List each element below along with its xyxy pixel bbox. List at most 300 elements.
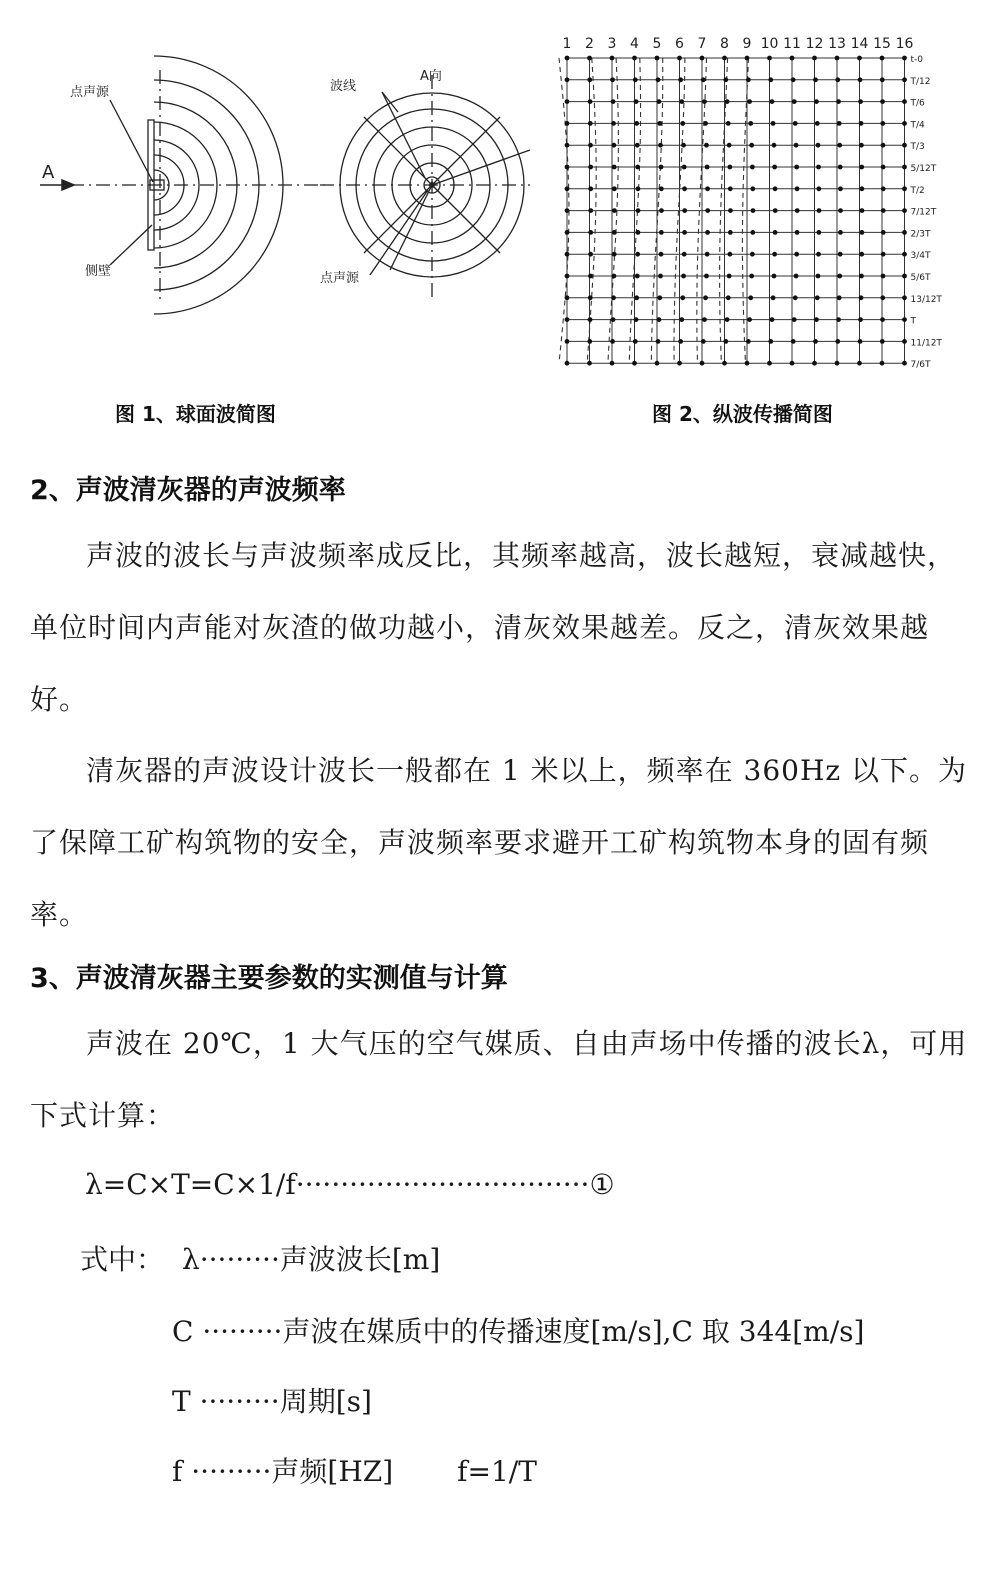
longitudinal-wave-grid	[555, 30, 945, 390]
particle-dot	[565, 252, 570, 257]
particle-dot	[880, 361, 885, 366]
particle-dot	[705, 186, 710, 191]
particle-dot	[727, 165, 732, 170]
particle-dot	[702, 99, 707, 104]
particle-dot	[859, 252, 864, 257]
particle-dot	[881, 208, 886, 213]
particle-dot	[681, 143, 686, 148]
particle-dot	[634, 295, 639, 300]
particle-dot	[745, 361, 750, 366]
figure-2-caption: 图 2、纵波传播简图	[652, 402, 833, 426]
particle-dot	[813, 339, 818, 344]
particle-dot	[682, 252, 687, 257]
particle-dot	[773, 208, 778, 213]
def-c	[172, 1310, 864, 1350]
particle-dot	[612, 252, 617, 257]
particle-dot	[750, 165, 755, 170]
particle-dot	[812, 56, 817, 61]
particle-dot	[750, 230, 755, 235]
particle-dot	[565, 361, 570, 366]
row-time-label: 5/12T	[910, 164, 937, 174]
particle-dot	[682, 230, 687, 235]
particle-dot	[859, 186, 864, 191]
column-number: 10	[760, 36, 779, 52]
particle-dot	[817, 208, 822, 213]
particle-dot	[657, 99, 662, 104]
particle-dot	[794, 274, 799, 279]
particle-dot	[859, 143, 864, 148]
particle-dot	[747, 317, 752, 322]
particle-dot	[677, 56, 682, 61]
particle-dot	[902, 121, 907, 126]
particle-dot	[749, 274, 754, 279]
where-label: 式中：	[80, 1243, 165, 1276]
particle-dot	[857, 56, 862, 61]
particle-dot	[565, 317, 570, 322]
particle-dot	[746, 77, 751, 82]
column-number: 5	[652, 36, 662, 52]
particle-dot	[902, 252, 907, 257]
def-f	[172, 1450, 537, 1490]
particle-dot	[767, 361, 772, 366]
particle-dot	[680, 295, 685, 300]
particle-dot	[902, 208, 907, 213]
point-source-label-right: 点声源	[320, 271, 360, 286]
particle-dot	[588, 317, 593, 322]
particle-dot	[636, 230, 641, 235]
wave-line-label: 波线	[330, 79, 357, 94]
particle-dot	[682, 186, 687, 191]
particle-dot	[588, 252, 593, 257]
particle-dot	[681, 274, 686, 279]
particle-dot	[704, 274, 709, 279]
def-extra: f=1/T	[457, 1455, 537, 1488]
section-3-heading: 3、声波清灰器主要参数的实测值与计算	[30, 963, 508, 994]
particle-dot	[767, 56, 772, 61]
row-time-label: 13/12T	[910, 294, 942, 305]
particle-dot	[902, 339, 907, 344]
def-dots: ·········	[199, 1243, 280, 1276]
particle-dot	[751, 208, 756, 213]
def-dots: ·········	[199, 1385, 280, 1418]
section-3-paragraph-1: 声波在 20℃，1 大气压的空气媒质、自由声场中传播的波长λ，可用下式计算：	[30, 1027, 968, 1132]
particle-dot	[860, 208, 865, 213]
particle-dot	[838, 208, 843, 213]
particle-dot	[588, 230, 593, 235]
particle-dot	[838, 230, 843, 235]
particle-dot	[612, 165, 617, 170]
arrow-a-label: A	[42, 162, 55, 183]
particle-dot	[588, 295, 593, 300]
row-time-label: 7/12T	[910, 207, 937, 218]
particle-dot	[610, 361, 615, 366]
particle-dot	[791, 77, 796, 82]
particle-dot	[610, 339, 615, 344]
particle-dot	[745, 56, 750, 61]
def-dots: ·········	[202, 1315, 283, 1348]
particle-dot	[612, 274, 617, 279]
particle-dot	[813, 77, 818, 82]
particle-dot	[705, 208, 710, 213]
particle-dot	[726, 295, 731, 300]
particle-dot	[587, 339, 592, 344]
particle-dot	[659, 230, 664, 235]
particle-dot	[791, 339, 796, 344]
row-time-label: T/3	[910, 142, 925, 153]
side-wall-label: 侧壁	[85, 264, 112, 279]
column-number: 14	[850, 36, 869, 52]
particle-dot	[750, 186, 755, 191]
def-text: 周期[s]	[279, 1385, 372, 1418]
particle-dot	[795, 230, 800, 235]
particle-dot	[836, 317, 841, 322]
particle-dot	[656, 339, 661, 344]
particle-dot	[902, 274, 907, 279]
particle-dot	[679, 317, 684, 322]
particle-dot	[612, 143, 617, 148]
particle-dot	[634, 317, 639, 322]
particle-dot	[657, 295, 662, 300]
row-time-label: T/2	[910, 185, 925, 196]
particle-dot	[701, 339, 706, 344]
particle-dot	[611, 121, 616, 126]
particle-dot	[881, 274, 886, 279]
particle-dot	[612, 230, 617, 235]
row-time-label: T/6	[910, 98, 925, 109]
particle-dot	[658, 274, 663, 279]
column-number: 16	[895, 36, 914, 52]
particle-dot	[816, 165, 821, 170]
particle-dot	[635, 274, 640, 279]
row-time-label: 11/12T	[910, 338, 942, 349]
particle-dot	[728, 230, 733, 235]
particle-dot	[772, 274, 777, 279]
particle-dot	[679, 99, 684, 104]
particle-dot	[816, 186, 821, 191]
particle-dot	[859, 274, 864, 279]
particle-dot	[611, 317, 616, 322]
particle-dot	[656, 77, 661, 82]
particle-dot	[565, 121, 570, 126]
particle-dot	[902, 99, 907, 104]
column-number: 6	[675, 36, 684, 52]
particle-dot	[635, 252, 640, 257]
particle-dot	[858, 77, 863, 82]
particle-dot	[632, 361, 637, 366]
particle-dot	[858, 317, 863, 322]
row-time-label: 7/6T	[910, 360, 931, 371]
particle-dot	[657, 317, 662, 322]
particle-dot	[705, 252, 710, 257]
particle-dot	[727, 252, 732, 257]
particle-dot	[837, 121, 842, 126]
def-text: 声波在媒质中的传播速度[m/s],C 取 344[m/s]	[282, 1315, 865, 1348]
particle-dot	[725, 317, 730, 322]
particle-dot	[792, 99, 797, 104]
particle-dot	[902, 143, 907, 148]
particle-dot	[703, 121, 708, 126]
particle-dot	[565, 99, 570, 104]
particle-dot	[611, 295, 616, 300]
particle-dot	[816, 252, 821, 257]
particle-dot	[612, 186, 617, 191]
particle-dot	[880, 339, 885, 344]
particle-dot	[772, 165, 777, 170]
particle-dot	[790, 361, 795, 366]
particle-dot	[902, 317, 907, 322]
particle-dot	[770, 99, 775, 104]
particle-dot	[793, 121, 798, 126]
particle-dot	[565, 165, 570, 170]
particle-dot	[565, 295, 570, 300]
wavelength-formula: λ=C×T=C×1/f·································①	[85, 1168, 615, 1201]
particle-dot	[795, 208, 800, 213]
particle-dot	[880, 121, 885, 126]
particle-dot	[835, 77, 840, 82]
particle-dot	[880, 56, 885, 61]
section-2-heading: 2、声波清灰器的声波频率	[30, 475, 346, 506]
particle-dot	[835, 361, 840, 366]
particle-dot	[705, 230, 710, 235]
particle-dot	[634, 121, 639, 126]
particle-dot	[658, 143, 663, 148]
particle-dot	[588, 99, 593, 104]
particle-dot	[880, 295, 885, 300]
particle-dot	[859, 165, 864, 170]
row-time-label: 5/6T	[910, 273, 931, 283]
particle-dot	[636, 186, 641, 191]
particle-dot	[723, 77, 728, 82]
particle-dot	[610, 77, 615, 82]
particle-dot	[793, 295, 798, 300]
particle-dot	[634, 99, 639, 104]
particle-dot	[771, 121, 776, 126]
column-number: 13	[828, 36, 846, 52]
particle-dot	[587, 56, 592, 61]
def-dots: ·········	[191, 1455, 272, 1488]
particle-dot	[902, 165, 907, 170]
particle-dot	[611, 99, 616, 104]
particle-dot	[746, 339, 751, 344]
column-number: 4	[630, 36, 639, 52]
particle-dot	[880, 99, 885, 104]
particle-dot	[881, 143, 886, 148]
particle-dot	[859, 295, 864, 300]
particle-dot	[565, 56, 570, 61]
column-number: 12	[805, 36, 824, 52]
particle-dot	[837, 295, 842, 300]
particle-dot	[657, 121, 662, 126]
row-time-label: T/12	[910, 76, 931, 87]
particle-dot	[747, 99, 752, 104]
row-time-label: 3/4T	[910, 251, 931, 262]
particle-dot	[588, 121, 593, 126]
particle-dot	[722, 56, 727, 61]
particle-dot	[772, 252, 777, 257]
particle-dot	[636, 208, 641, 213]
def-symbol: T	[172, 1385, 191, 1418]
particle-dot	[835, 56, 840, 61]
particle-dot	[838, 165, 843, 170]
particle-dot	[772, 143, 777, 148]
def-symbol: λ	[182, 1243, 200, 1276]
particle-dot	[680, 121, 685, 126]
particle-dot	[773, 230, 778, 235]
particle-dot	[773, 186, 778, 191]
particle-dot	[722, 361, 727, 366]
particle-dot	[659, 186, 664, 191]
particle-dot	[700, 56, 705, 61]
particle-dot	[565, 208, 570, 213]
particle-dot	[902, 295, 907, 300]
particle-dot	[836, 99, 841, 104]
particle-dot	[857, 361, 862, 366]
particle-dot	[794, 143, 799, 148]
particle-dot	[748, 121, 753, 126]
particle-dot	[701, 77, 706, 82]
figure-2-longitudinal-wave	[555, 30, 945, 390]
column-number: 11	[783, 36, 801, 52]
particle-dot	[612, 208, 617, 213]
particle-dot	[790, 56, 795, 61]
particle-dot	[677, 361, 682, 366]
particle-dot	[902, 77, 907, 82]
particle-dot	[859, 230, 864, 235]
particle-dot	[902, 186, 907, 191]
particle-dot	[587, 361, 592, 366]
particle-dot	[837, 143, 842, 148]
particle-dot	[565, 230, 570, 235]
particle-dot	[565, 339, 570, 344]
column-number: 15	[873, 36, 891, 52]
particle-dot	[588, 186, 593, 191]
particle-dot	[748, 295, 753, 300]
particle-dot	[682, 208, 687, 213]
particle-dot	[725, 99, 730, 104]
particle-dot	[902, 230, 907, 235]
section-2-paragraph-2: 清灰器的声波设计波长一般都在 1 米以上，频率在 360Hz 以下。为了保障工矿构筑物的安全，声波频率要求避开工矿构筑物本身的固有频率。	[30, 754, 968, 931]
particle-dot	[565, 274, 570, 279]
particle-dot	[749, 143, 754, 148]
particle-dot	[816, 230, 821, 235]
particle-dot	[700, 361, 705, 366]
particle-dot	[726, 121, 731, 126]
def-symbol: C	[172, 1315, 194, 1348]
row-time-label: t-0	[910, 55, 924, 65]
column-number: 8	[720, 36, 729, 52]
particle-dot	[902, 56, 907, 61]
column-number: 3	[607, 36, 617, 52]
particle-dot	[812, 361, 817, 366]
particle-dot	[815, 295, 820, 300]
particle-dot	[588, 208, 593, 213]
particle-dot	[659, 252, 664, 257]
particle-dot	[816, 274, 821, 279]
particle-dot	[858, 339, 863, 344]
particle-dot	[565, 143, 570, 148]
particle-dot	[770, 317, 775, 322]
particle-dot	[632, 56, 637, 61]
particle-dot	[588, 165, 593, 170]
particle-dot	[633, 77, 638, 82]
particle-dot	[881, 252, 886, 257]
particle-dot	[814, 99, 819, 104]
particle-dot	[565, 186, 570, 191]
particle-dot	[902, 361, 907, 366]
particle-dot	[881, 165, 886, 170]
particle-dot	[794, 165, 799, 170]
particle-dot	[610, 56, 615, 61]
particle-dot	[705, 165, 710, 170]
particle-dot	[816, 143, 821, 148]
particle-dot	[565, 77, 570, 82]
particle-dot	[859, 121, 864, 126]
particle-dot	[633, 339, 638, 344]
section-2-paragraph-1: 声波的波长与声波频率成反比，其频率越高，波长越短，衰减越快，单位时间内声能对灰渣的做功越小，清灰效果越差。反之，清灰效果越好。	[30, 539, 957, 716]
def-lambda	[182, 1238, 440, 1278]
figure-1-spherical-wave	[30, 50, 540, 350]
particle-dot	[728, 186, 733, 191]
particle-dot	[703, 295, 708, 300]
particle-dot	[880, 317, 885, 322]
a-direction-label: A向	[420, 69, 442, 84]
particle-dot	[655, 361, 660, 366]
particle-dot	[795, 186, 800, 191]
particle-dot	[727, 274, 732, 279]
def-text: 声频[HZ]	[271, 1455, 394, 1488]
particle-dot	[768, 77, 773, 82]
particle-dot	[588, 274, 593, 279]
particle-dot	[835, 339, 840, 344]
def-t	[172, 1380, 372, 1420]
column-number: 1	[562, 36, 572, 52]
particle-dot	[858, 99, 863, 104]
particle-dot	[635, 143, 640, 148]
figure-1-caption: 图 1、球面波简图	[115, 402, 276, 426]
particle-dot	[815, 121, 820, 126]
particle-dot	[771, 295, 776, 300]
particle-dot	[678, 339, 683, 344]
particle-dot	[880, 77, 885, 82]
particle-dot	[659, 208, 664, 213]
column-number: 9	[742, 36, 752, 52]
particle-dot	[881, 230, 886, 235]
particle-dot	[635, 165, 640, 170]
row-time-label: T	[910, 316, 916, 327]
particle-dot	[702, 317, 707, 322]
row-time-label: T/4	[910, 120, 925, 131]
particle-dot	[728, 208, 733, 213]
particle-dot	[838, 186, 843, 191]
particle-dot	[814, 317, 819, 322]
particle-dot	[723, 339, 728, 344]
particle-dot	[727, 143, 732, 148]
particle-dot	[794, 252, 799, 257]
particle-dot	[881, 186, 886, 191]
particle-dot	[682, 165, 687, 170]
particle-dot	[678, 77, 683, 82]
particle-dot	[750, 252, 755, 257]
point-source-label-left: 点声源	[70, 85, 110, 100]
particle-dot	[659, 165, 664, 170]
particle-dot	[588, 143, 593, 148]
particle-dot	[587, 77, 592, 82]
particle-dot	[792, 317, 797, 322]
column-number: 2	[585, 36, 594, 52]
def-symbol: f	[172, 1455, 183, 1488]
particle-dot	[837, 274, 842, 279]
def-text: 声波波长[m]	[279, 1243, 441, 1276]
